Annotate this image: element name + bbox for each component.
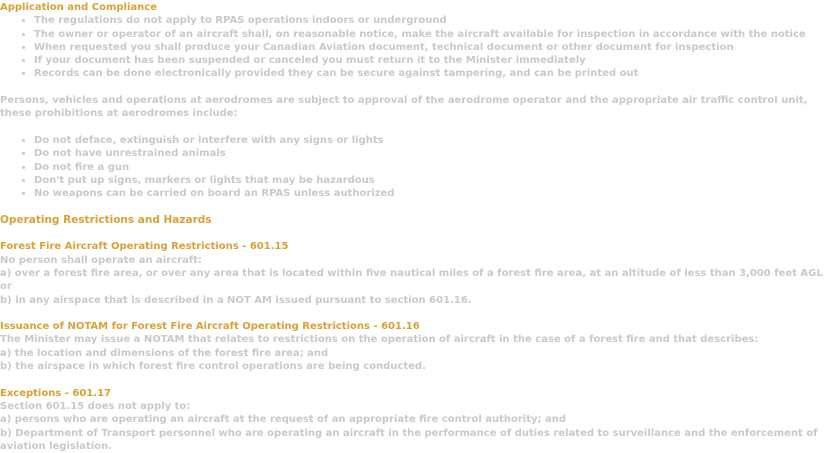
spacer xyxy=(0,307,826,320)
notam-line: The Minister may issue a NOTAM that relates to restrictions on the operation of aircraft in the case of a forest fire and that describes: xyxy=(0,333,826,346)
exceptions-line: Section 601.15 does not apply to: xyxy=(0,400,826,413)
notam-line: a) the location and dimensions of the forest fire area; and xyxy=(0,347,826,360)
forest-fire-line: b) in any airspace that is described in a NOT AM issued pursuant to section 601.16. xyxy=(0,294,826,307)
spacer xyxy=(0,200,826,213)
forest-fire-heading: Forest Fire Aircraft Operating Restrictions - 601.15 xyxy=(0,240,826,253)
exceptions-heading: Exceptions - 601.17 xyxy=(0,387,826,400)
list-item: • Do not fire a gun xyxy=(34,161,826,174)
aerodromes-list xyxy=(0,134,826,200)
list-item: • The owner or operator of an aircraft shall, on reasonable notice, make the aircraft available for inspection in accordance with the notice xyxy=(34,28,826,41)
forest-fire-line: a) over a forest fire area, or over any area that is located within five nautical miles of a forest fire area, at an altitude of less than 3,000 feet AGL or xyxy=(0,267,826,294)
application-list xyxy=(0,14,826,80)
list-item: • Do not have unrestrained animals xyxy=(34,147,826,160)
spacer xyxy=(0,121,826,134)
list-item: • Records can be done electronically provided they can be secure against tampering, and can be printed out xyxy=(34,67,826,80)
list-item: • No weapons can be carried on board an RPAS unless authorized xyxy=(34,187,826,200)
list-item: • If your document has been suspended or canceled you must return it to the Minister immediately xyxy=(34,54,826,67)
notam-heading: Issuance of NOTAM for Forest Fire Aircraft Operating Restrictions - 601.16 xyxy=(0,320,826,333)
list-item: • Don't put up signs, markers or lights that may be hazardous xyxy=(34,174,826,187)
spacer xyxy=(0,81,826,94)
aerodromes-intro: Persons, vehicles and operations at aerodromes are subject to approval of the aerodrome operator and the appropriate air traffic control unit, these prohibitions at aerodromes include: xyxy=(0,94,826,121)
exceptions-line: b) Department of Transport personnel who are operating an aircraft in the performance of duties related to surveillance and the enforcement of aviation legislation. xyxy=(0,427,826,453)
list-item: • The regulations do not apply to RPAS operations indoors or underground xyxy=(34,14,826,27)
list-item: • Do not deface, extinguish or interfere with any signs or lights xyxy=(34,134,826,147)
exceptions-line: a) persons who are operating an aircraft at the request of an appropriate fire control authority; and xyxy=(0,413,826,426)
list-item: • When requested you shall produce your Canadian Aviation document, technical document or other document for inspection xyxy=(34,41,826,54)
spacer xyxy=(0,373,826,386)
notam-line: b) the airspace in which forest fire control operations are being conducted. xyxy=(0,360,826,373)
spacer xyxy=(0,227,826,240)
forest-fire-line: No person shall operate an aircraft: xyxy=(0,254,826,267)
operating-heading: Operating Restrictions and Hazards xyxy=(0,214,826,227)
application-heading: Application and Compliance xyxy=(0,1,826,14)
